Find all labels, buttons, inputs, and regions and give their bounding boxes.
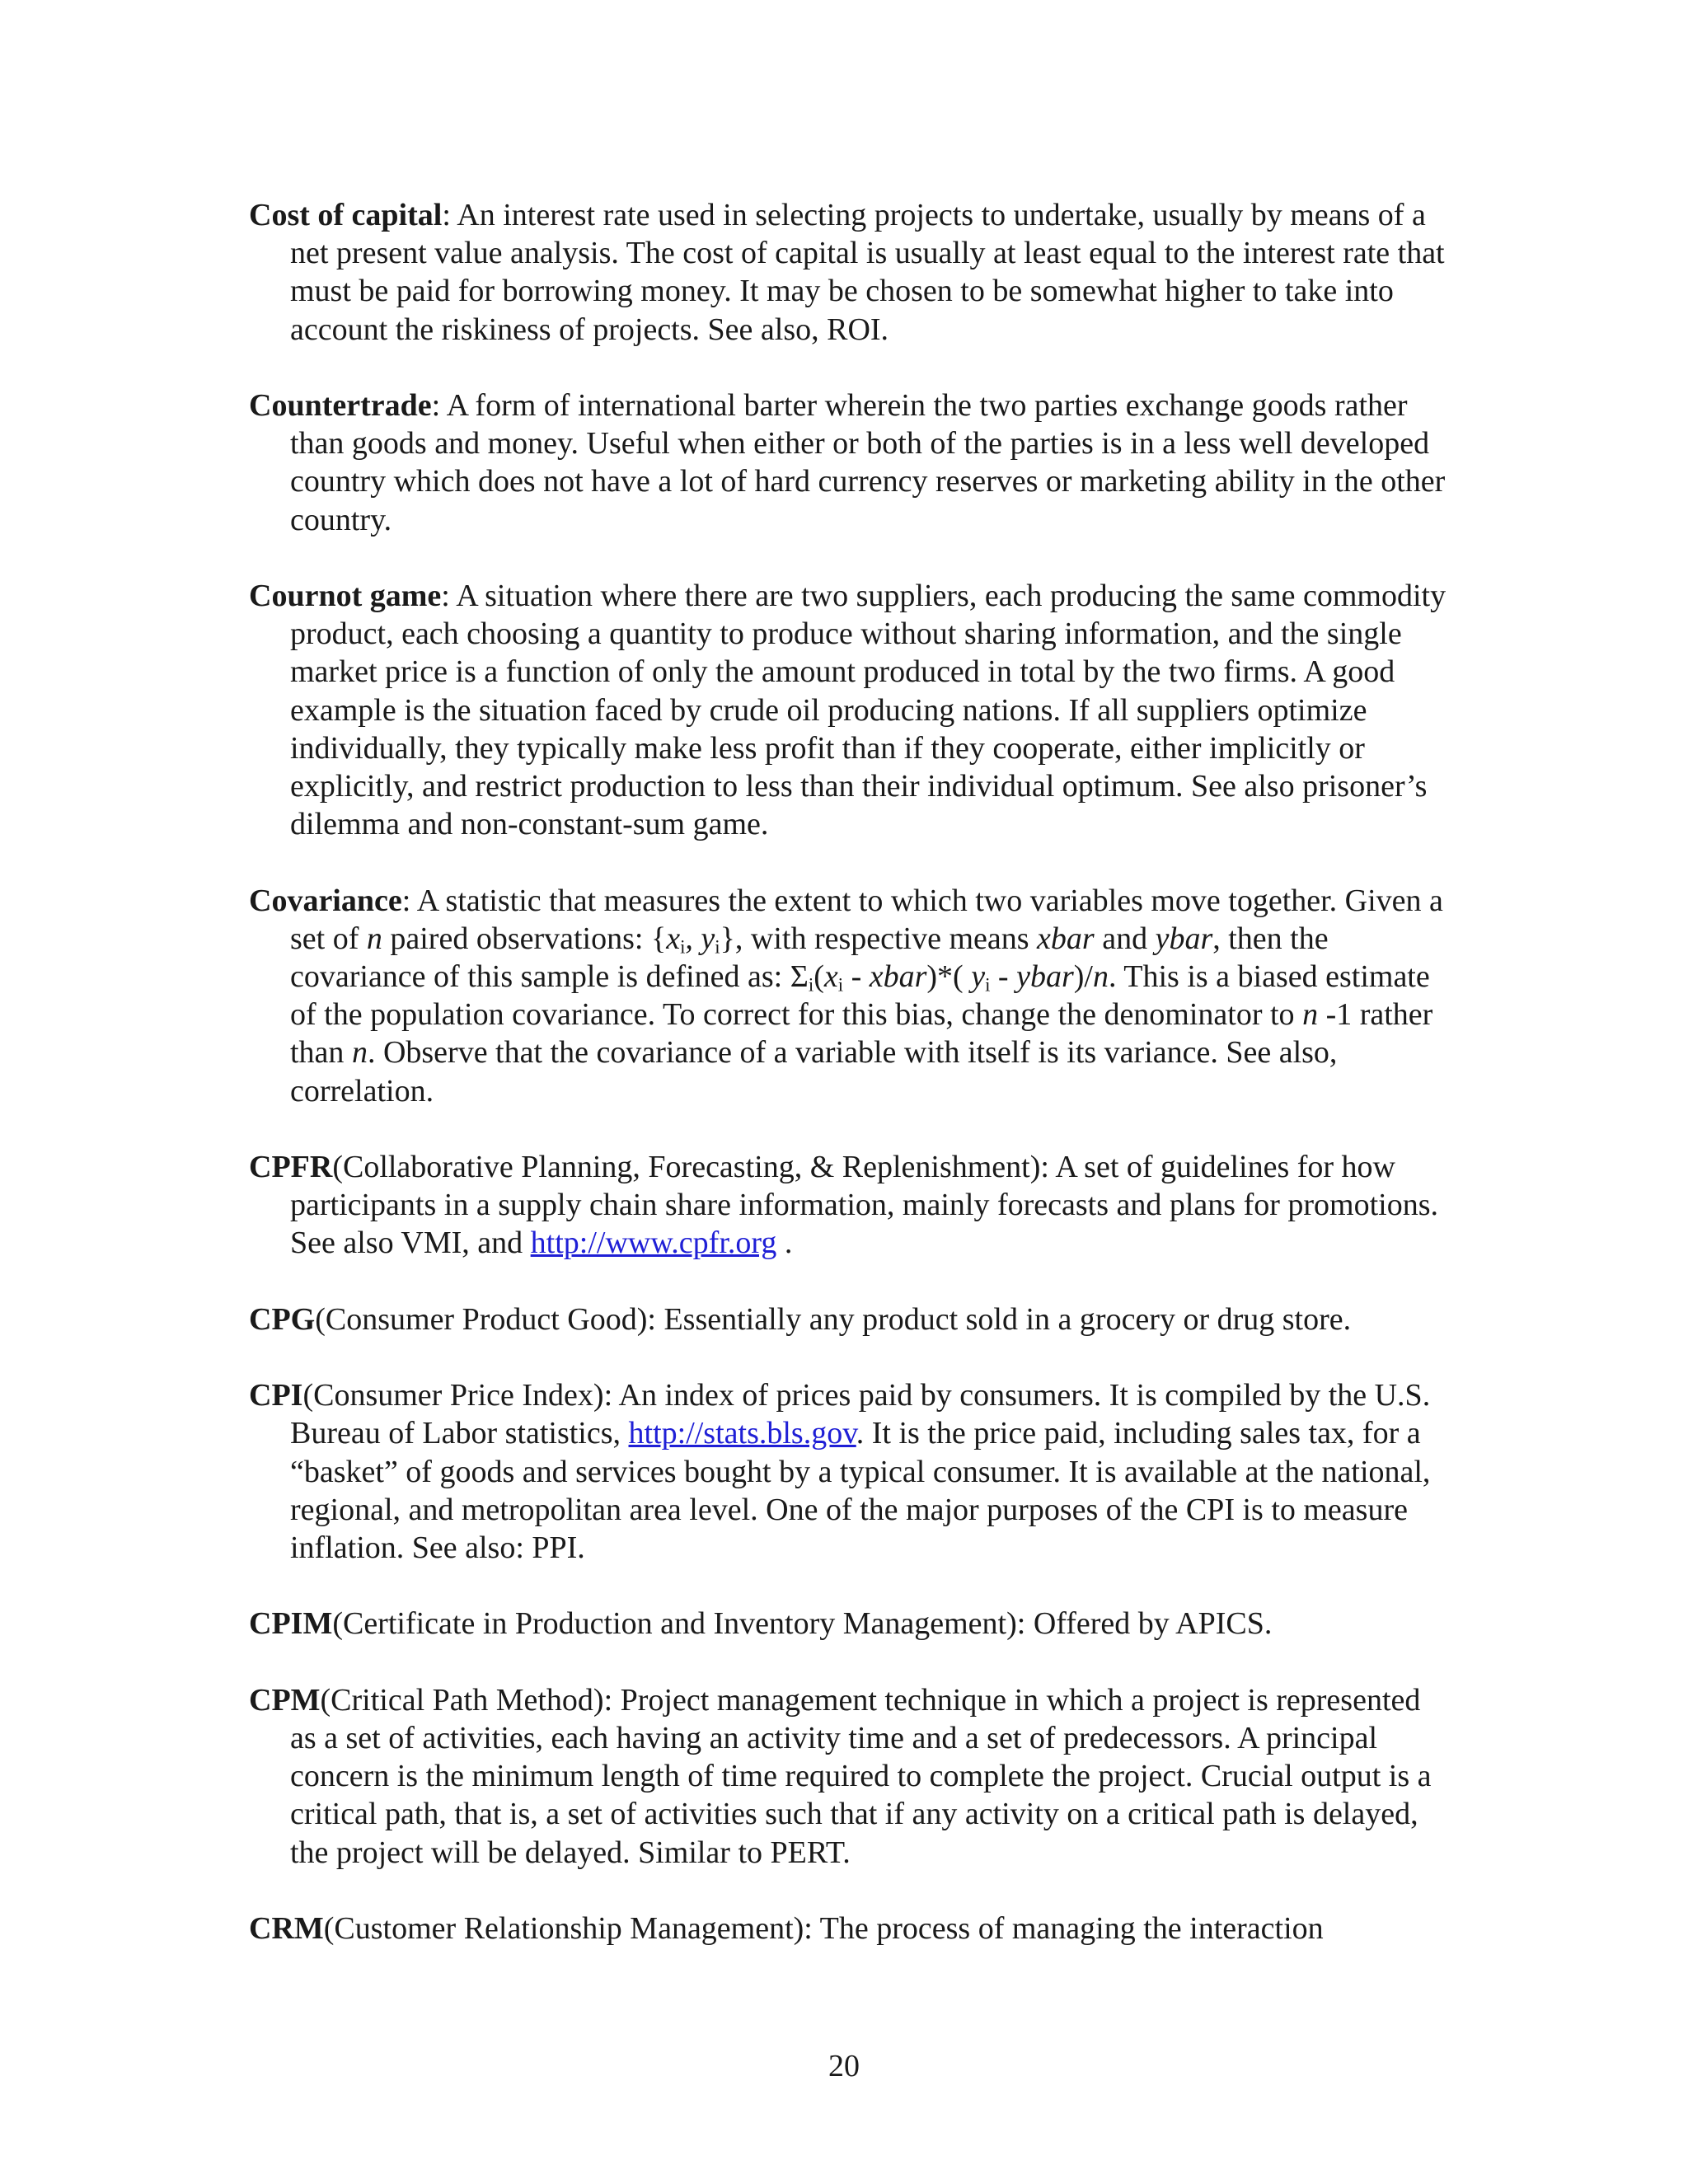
entry-cpi [249,1376,1452,1567]
math-var-ybar: ybar [1155,921,1213,956]
definition-text: (Customer Relationship Management): The process of managing the interaction [323,1911,1324,1946]
definition-text: (Consumer Price Index): An index of prices paid by consumers. It is compiled by the U.S. Bureau of Labor statistics, [290,1378,1431,1451]
math-minus: - [843,959,870,995]
entry-cpim [249,1605,1452,1643]
definition-text: : A situation where there are two suppliers, each producing the same commodity product, each choosing a quantity to produce without sharing information, and the single market price is a function of only the amount produced in total by the two firms. A good example is the situation faced by crude oil producing nations. If all suppliers optimize individually, they typically make less profit than if they cooperate, either implicitly or explicitly, and restrict production to less than their individual optimum. See also prisoner’s dilemma and non-constant-sum game. [290,579,1447,842]
entry-countertrade [249,387,1452,539]
term-cpim: CPIM [249,1606,333,1642]
page-number: 20 [828,2049,860,2083]
definition-text: , then the covariance of this sample is defined as: Σ [290,921,1329,995]
math-var-y: y [701,921,715,956]
definition-text: paired observations: { [382,921,667,956]
entry-cournot-game [249,577,1452,843]
math-paren: )/ [1073,959,1093,995]
math-var-n: n [1092,959,1109,995]
entry-cpfr [249,1148,1452,1263]
math-var-n: n [1302,997,1319,1033]
term-countertrade: Countertrade [249,388,432,423]
definition-text: }, with respective means [720,921,1038,956]
cpfr-link[interactable]: http://www.cpfr.org [530,1226,777,1261]
term-cpm: CPM [249,1682,321,1718]
math-var-x: x [823,959,838,995]
math-subscript-i: i [680,936,686,958]
math-subscript-i: i [715,936,720,958]
definition-text: : An interest rate used in selecting projects to undertake, usually by means of a net present value analysis. The cost of capital is usually at least equal to the interest rate that must be paid for borrowing money. It may be chosen to be somewhat higher to take into account the riskiness of projects. See also, ROI. [290,198,1445,347]
math-var-n: n [351,1035,368,1071]
math-subscript-i: i [808,974,814,996]
definition-text: and [1094,921,1156,956]
definition-text: . It is the price paid, including sales tax, for a “basket” of goods and services bought by a typical consumer. It is available at the national, regional, and metropolitan area level. One of the major purposes of the CPI is to measure inflation. See also: PPI. [290,1416,1431,1566]
glossary-body [249,196,1452,1985]
term-cpi: CPI [249,1378,303,1413]
math-var-n: n [366,921,382,956]
math-var-xbar: xbar [1037,921,1095,956]
definition-text: -1 rather than [290,997,1433,1071]
definition-text: : A statistic that measures the extent to which two variables move together. Given a set of [290,883,1443,956]
math-var-y: y [971,959,986,995]
entry-covariance [249,882,1452,1110]
definition-text: . This is a biased estimate of the population covariance. To correct for this bias, change the denominator to [290,959,1430,1033]
math-var-x: x [666,921,681,956]
definition-text: . [776,1226,793,1261]
definition-text: (Critical Path Method): Project management technique in which a project is represented as a set of activities, each having an activity time and a set of predecessors. A principal concern is the minimum length of time required to complete the project. Crucial output is a critical path, that is, a set of activities such that if any activity on a critical path is delayed, the project will be delayed. Similar to PERT. [290,1682,1432,1870]
math-minus: - [990,959,1017,995]
definition-text: (Collaborative Planning, Forecasting, & Replenishment): A set of guidelines for how participants in a supply chain share information, mainly forecasts and plans for promotions. See also VMI, and [290,1150,1438,1261]
entry-cpg [249,1301,1452,1338]
math-var-xbar: xbar [869,959,927,995]
entry-crm [249,1910,1452,1947]
term-crm: CRM [249,1911,324,1946]
term-cpfr: CPFR [249,1150,333,1185]
term-cournot-game: Cournot game [249,579,442,613]
term-cpg: CPG [249,1301,316,1337]
definition-text: (Certificate in Production and Inventory Management): Offered by APICS. [332,1606,1273,1642]
definition-text: . Observe that the covariance of a variable with itself is its variance. See also, correlation. [290,1035,1338,1108]
math-paren: ( [814,959,824,995]
math-comma: , [685,921,701,956]
entry-cpm [249,1681,1452,1872]
math-subscript-i: i [837,974,844,996]
entry-cost-of-capital [249,196,1452,349]
bls-link[interactable]: http://stats.bls.gov [628,1416,856,1451]
math-var-ybar: ybar [1016,959,1074,995]
term-cost-of-capital: Cost of capital [249,198,443,232]
definition-text: (Consumer Product Good): Essentially any product sold in a grocery or drug store. [315,1301,1352,1337]
math-subscript-i: i [985,974,991,996]
definition-text: : A form of international barter wherein the two parties exchange goods rather than goods and money. Useful when either or both of the parties is in a less well developed country which does not have a lot of hard currency reserves or marketing ability in the other country. [290,388,1446,537]
term-covariance: Covariance [249,883,402,918]
math-paren: )*( [926,959,972,995]
